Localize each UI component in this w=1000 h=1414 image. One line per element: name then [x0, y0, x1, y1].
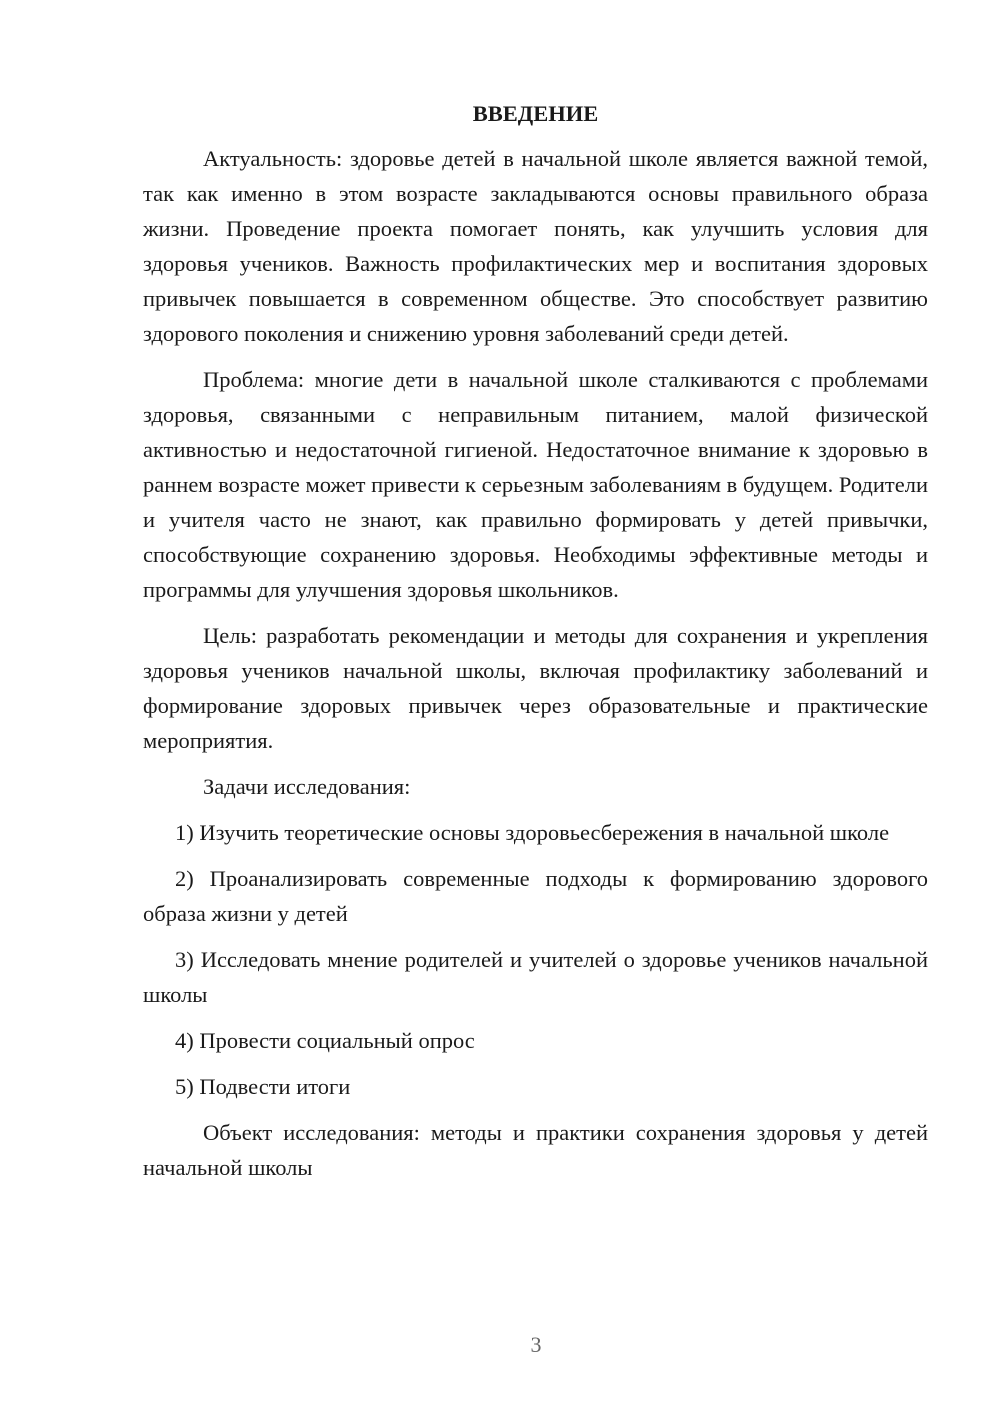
- task-item-2: 2) Проанализировать современные подходы к формированию здорового образа жизни у детей: [143, 866, 928, 926]
- page-title: ВВЕДЕНИЕ: [472, 101, 599, 126]
- paragraph-object: Объект исследования: методы и практики сохранения здоровья у детей начальной школы: [143, 1120, 928, 1180]
- task-item-1: 1) Изучить теоретические основы здоровьесбережения в начальной школе: [175, 820, 890, 845]
- task-item-5: 5) Подвести итоги: [175, 1074, 351, 1099]
- task-item-3: 3) Исследовать мнение родителей и учителей о здоровье учеников начальной школы: [143, 947, 928, 1007]
- paragraph-goal: Цель: разработать рекомендации и методы для сохранения и укрепления здоровья учеников начальной школы, включая профилактику заболеваний и формирование здоровых привычек через образовательные и практические мероприятия.: [143, 623, 928, 753]
- tasks-heading: Задачи исследования:: [203, 774, 411, 799]
- page-number: 3: [530, 1332, 542, 1357]
- task-item-4: 4) Провести социальный опрос: [175, 1028, 475, 1053]
- paragraph-relevance: Актуальность: здоровье детей в начальной школе является важной темой, так как именно в этом возрасте закладываются основы правильного образа жизни. Проведение проекта помогает понять, как улучшить условия для здоровья учеников. Важность профилактических мер и воспитания здоровых привычек повышается в современном обществе. Это способствует развитию здорового поколения и снижению уровня заболеваний среди детей.: [143, 146, 928, 346]
- page-content: [143, 96, 928, 1196]
- paragraph-problem: Проблема: многие дети в начальной школе сталкиваются с проблемами здоровья, связанными с неправильным питанием, малой физической активностью и недостаточной гигиеной. Недостаточное внимание к здоровью в раннем возрасте может привести к серьезным заболеваниям в будущем. Родители и учителя часто не знают, как правильно формировать у детей привычки, способствующие сохранению здоровья. Необходимы эффективные методы и программы для улучшения здоровья школьников.: [143, 367, 928, 602]
